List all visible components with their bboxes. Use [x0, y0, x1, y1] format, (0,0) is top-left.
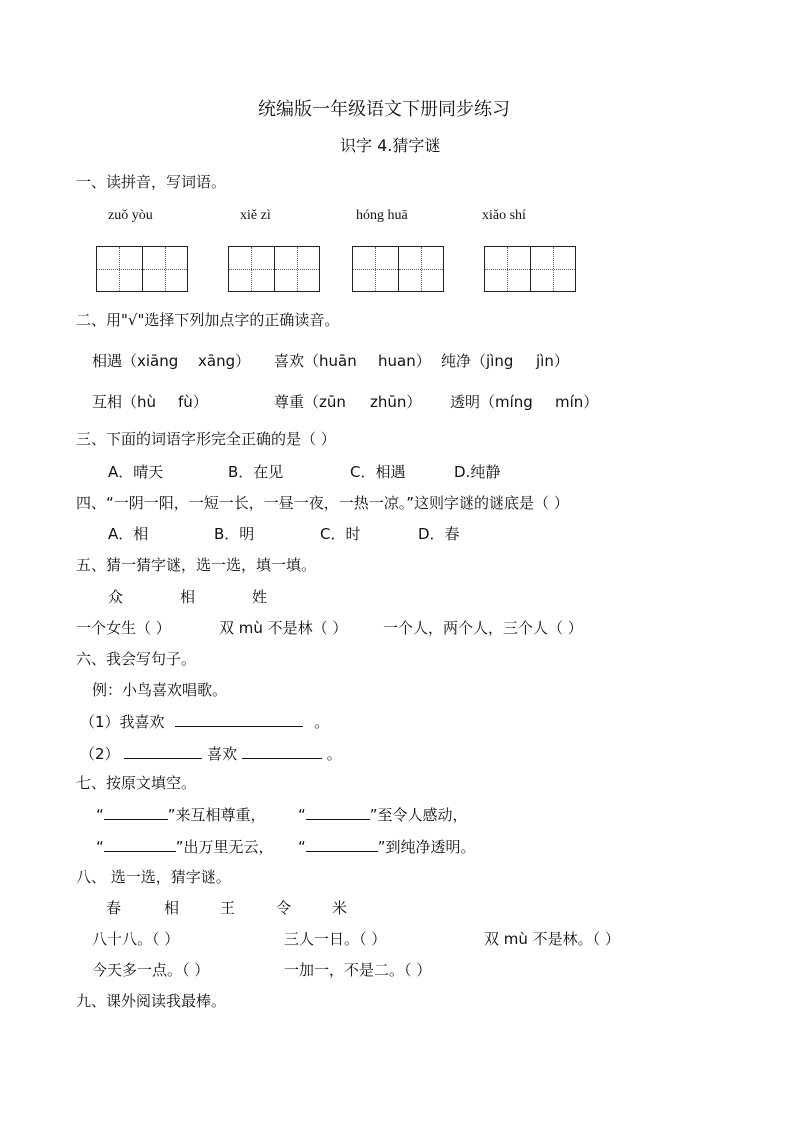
s2-row2-a2: fù） — [178, 393, 208, 411]
section-6-heading: 六、我会写句子。 — [76, 650, 197, 668]
writing-grid-1[interactable] — [96, 246, 188, 292]
s8-riddle-4: 今天多一点。（ ） — [92, 961, 210, 979]
s4-option-b: B．明 — [214, 525, 255, 543]
s7-text-4: ”到纯净透明。 — [377, 838, 476, 856]
s5-riddle-3: 一个人，两个人，三个人（ ） — [383, 619, 583, 637]
s2-row2-b2: zhūn） — [370, 393, 422, 411]
s5-char-1: 众 — [108, 588, 124, 606]
s7-row-1a — [96, 807, 266, 823]
s5-riddle-1: 一个女生（ ） — [76, 619, 171, 637]
s7-open-quote: “ — [298, 806, 306, 824]
s8-riddle-2: 三人一日。（ ） — [284, 930, 387, 948]
s4-option-c: C．时 — [320, 525, 361, 543]
s8-char-3: 王 — [220, 899, 236, 917]
s2-row1-b1: 喜欢（huān — [274, 352, 357, 370]
pinyin-3: hóng huā — [356, 208, 408, 223]
s7-row-1b — [298, 807, 468, 823]
s3-option-c: C．相遇 — [350, 463, 406, 481]
section-3-heading: 三、下面的词语字形完全正确的是（ ） — [76, 430, 336, 448]
s3-option-b: B．在见 — [228, 463, 284, 481]
pinyin-2: xiě zì — [240, 208, 271, 223]
s7-blank-1[interactable] — [104, 807, 168, 820]
s8-char-4: 令 — [276, 899, 292, 917]
s8-char-2: 相 — [164, 899, 180, 917]
s6-q2-blank-1[interactable] — [124, 746, 202, 759]
section-2-heading: 二、用"√"选择下列加点字的正确读音。 — [76, 311, 340, 329]
page-title: 统编版一年级语文下册同步练习 — [258, 99, 510, 120]
section-9-heading: 九、课外阅读我最棒。 — [76, 992, 227, 1010]
s2-row2-a1: 互相（hù — [92, 393, 157, 411]
s5-char-3: 姓 — [252, 588, 268, 606]
s7-open-quote: “ — [298, 838, 306, 856]
s4-option-d: D．春 — [418, 525, 460, 543]
section-4-heading: 四、“一阴一阳，一短一长，一昼一夜，一热一凉。”这则字谜的谜底是（ ） — [76, 494, 569, 512]
s7-blank-3[interactable] — [104, 839, 176, 852]
s2-row1-a1: 相遇（xiāng — [92, 352, 179, 370]
writing-grid-4[interactable] — [484, 246, 576, 292]
s6-q1-prefix: （1）我喜欢 — [80, 713, 165, 731]
pinyin-4: xiǎo shí — [482, 208, 526, 223]
s7-text-1: ”来互相尊重， — [167, 806, 266, 824]
s6-q2-suffix: 。 — [326, 745, 342, 763]
s8-char-1: 春 — [106, 899, 122, 917]
s6-q2-mid: 喜欢 — [207, 745, 238, 763]
s6-q2-prefix: （2） — [80, 745, 120, 763]
s2-row2-c1: 透明（míng — [450, 393, 533, 411]
section-7-heading: 七、按原文填空。 — [76, 774, 197, 792]
s8-riddle-3: 双 mù 不是林。（ ） — [484, 930, 620, 948]
section-5-heading: 五、猜一猜字谜，选一选，填一填。 — [76, 556, 317, 574]
s7-blank-2[interactable] — [306, 807, 370, 820]
s5-riddle-2: 双 mù 不是林（ ） — [219, 619, 348, 637]
s7-text-3: ”出万里无云， — [175, 838, 274, 856]
s2-row2-c2: mín） — [555, 393, 599, 411]
section-1-heading: 一、读拼音，写词语。 — [76, 173, 227, 191]
s4-option-a: A．相 — [108, 525, 149, 543]
s8-riddle-1: 八十八。（ ） — [92, 930, 180, 948]
page-subtitle: 识字 4.猜字谜 — [340, 136, 441, 155]
s7-open-quote: “ — [96, 806, 104, 824]
s3-option-a: A．晴天 — [108, 463, 164, 481]
s6-example: 例：小鸟喜欢唱歌。 — [92, 681, 228, 699]
s2-row1-a2: xāng） — [198, 352, 251, 370]
pinyin-1: zuǒ yòu — [108, 208, 153, 223]
writing-grid-2[interactable] — [228, 246, 320, 292]
s7-row-2a — [96, 839, 274, 855]
s2-row1-c1: 纯净（jìng — [441, 352, 514, 370]
s6-q2-blank-2[interactable] — [242, 746, 322, 759]
s2-row2-b1: 尊重（zūn — [274, 393, 346, 411]
s3-option-d: D.纯静 — [454, 463, 501, 481]
s6-q1-blank[interactable] — [175, 714, 303, 727]
s5-char-2: 相 — [180, 588, 196, 606]
section-8-heading: 八、 选一选，猜字谜。 — [76, 868, 231, 886]
s8-char-5: 米 — [332, 899, 348, 917]
s6-question-1 — [80, 714, 329, 730]
s2-row1-c2: jìn） — [536, 352, 569, 370]
s8-riddle-5: 一加一，不是二。（ ） — [284, 961, 432, 979]
writing-grid-3[interactable] — [352, 246, 444, 292]
s7-text-2: ”至令人感动， — [369, 806, 468, 824]
s7-open-quote: “ — [96, 838, 104, 856]
s6-question-2 — [80, 746, 342, 762]
s6-q1-suffix: 。 — [314, 713, 330, 731]
s7-blank-4[interactable] — [306, 839, 378, 852]
s7-row-2b — [298, 839, 476, 855]
s2-row1-b2: huan） — [378, 352, 431, 370]
